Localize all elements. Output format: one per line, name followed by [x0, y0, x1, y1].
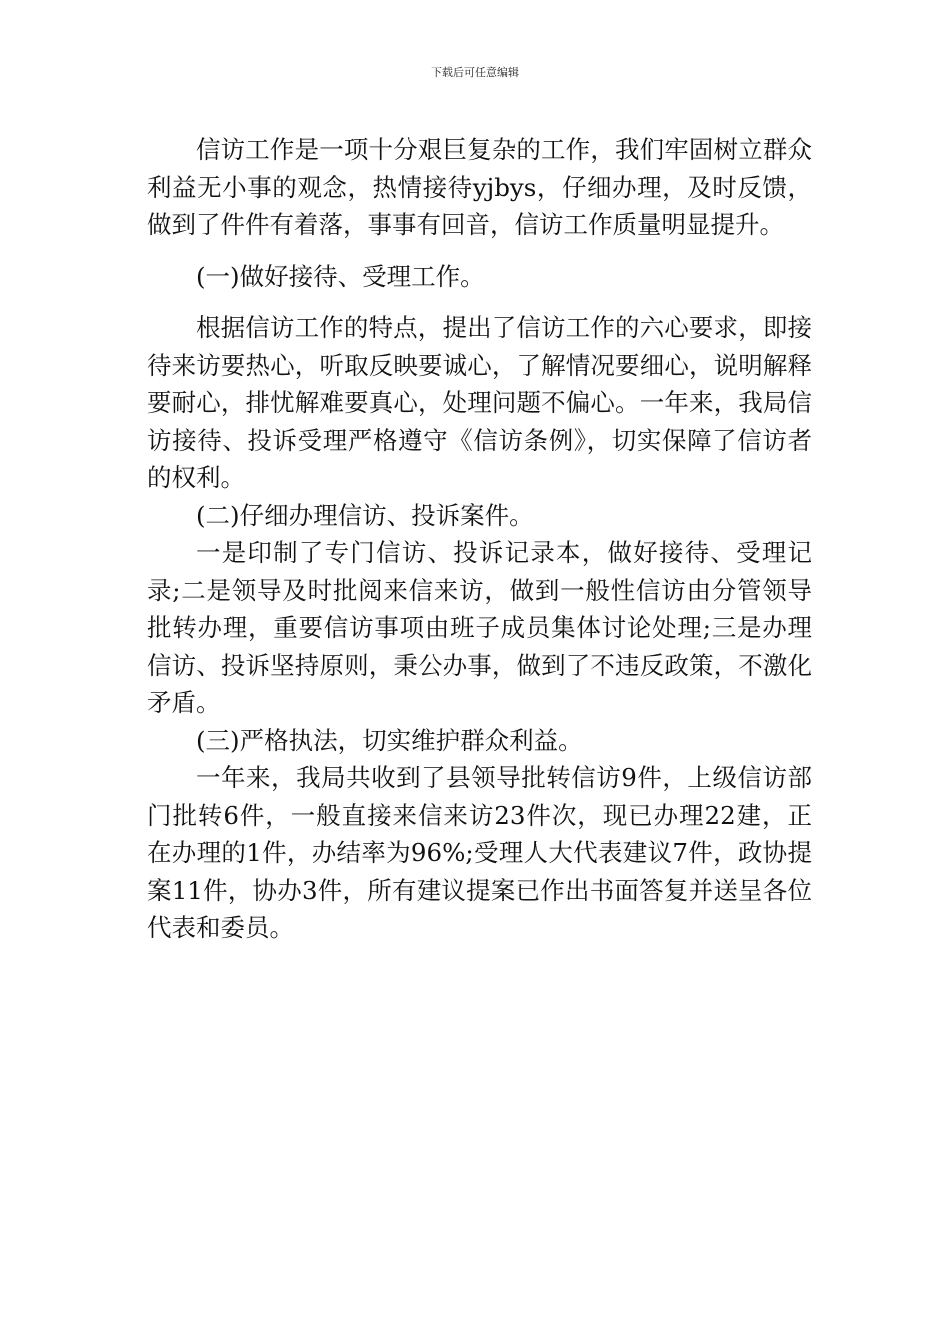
document-body	[147, 131, 812, 947]
section-heading-1: (一)做好接待、受理工作。	[196, 261, 485, 291]
paragraph-section-2: 一是印制了专门信访、投诉记录本，做好接待、受理记录;二是领导及时批阅来信来访，做到一般性信访由分管领导批转办理，重要信访事项由班子成员集体讨论处理;三是办理信访、投诉坚持原则，秉公办事，做到了不违反政策，不激化矛盾。	[147, 538, 812, 717]
page-header: 下载后可任意编辑	[431, 66, 519, 79]
section-heading-3: (三)严格执法，切实维护群众利益。	[196, 725, 583, 755]
paragraph-intro: 信访工作是一项十分艰巨复杂的工作，我们牢固树立群众利益无小事的观念，热情接待yjbys，仔细办理，及时反馈，做到了件件有着落，事事有回音，信访工作质量明显提升。	[147, 135, 812, 239]
paragraph-section-3: 一年来，我局共收到了县领导批转信访9件，上级信访部门批转6件，一般直接来信来访23件次，现已办理22建，正在办理的1件，办结率为96%;受理人大代表建议7件，政协提案11件，协办3件，所有建议提案已作出书面答复并送呈各位代表和委员。	[147, 763, 812, 942]
section-heading-2: (二)仔细办理信访、投诉案件。	[196, 500, 534, 530]
paragraph-section-1: 根据信访工作的特点，提出了信访工作的六心要求，即接待来访要热心，听取反映要诚心，了解情况要细心，说明解释要耐心，排忧解难要真心，处理问题不偏心。一年来，我局信访接待、投诉受理严格遵守《信访条例》，切实保障了信访者的权利。	[147, 313, 812, 492]
